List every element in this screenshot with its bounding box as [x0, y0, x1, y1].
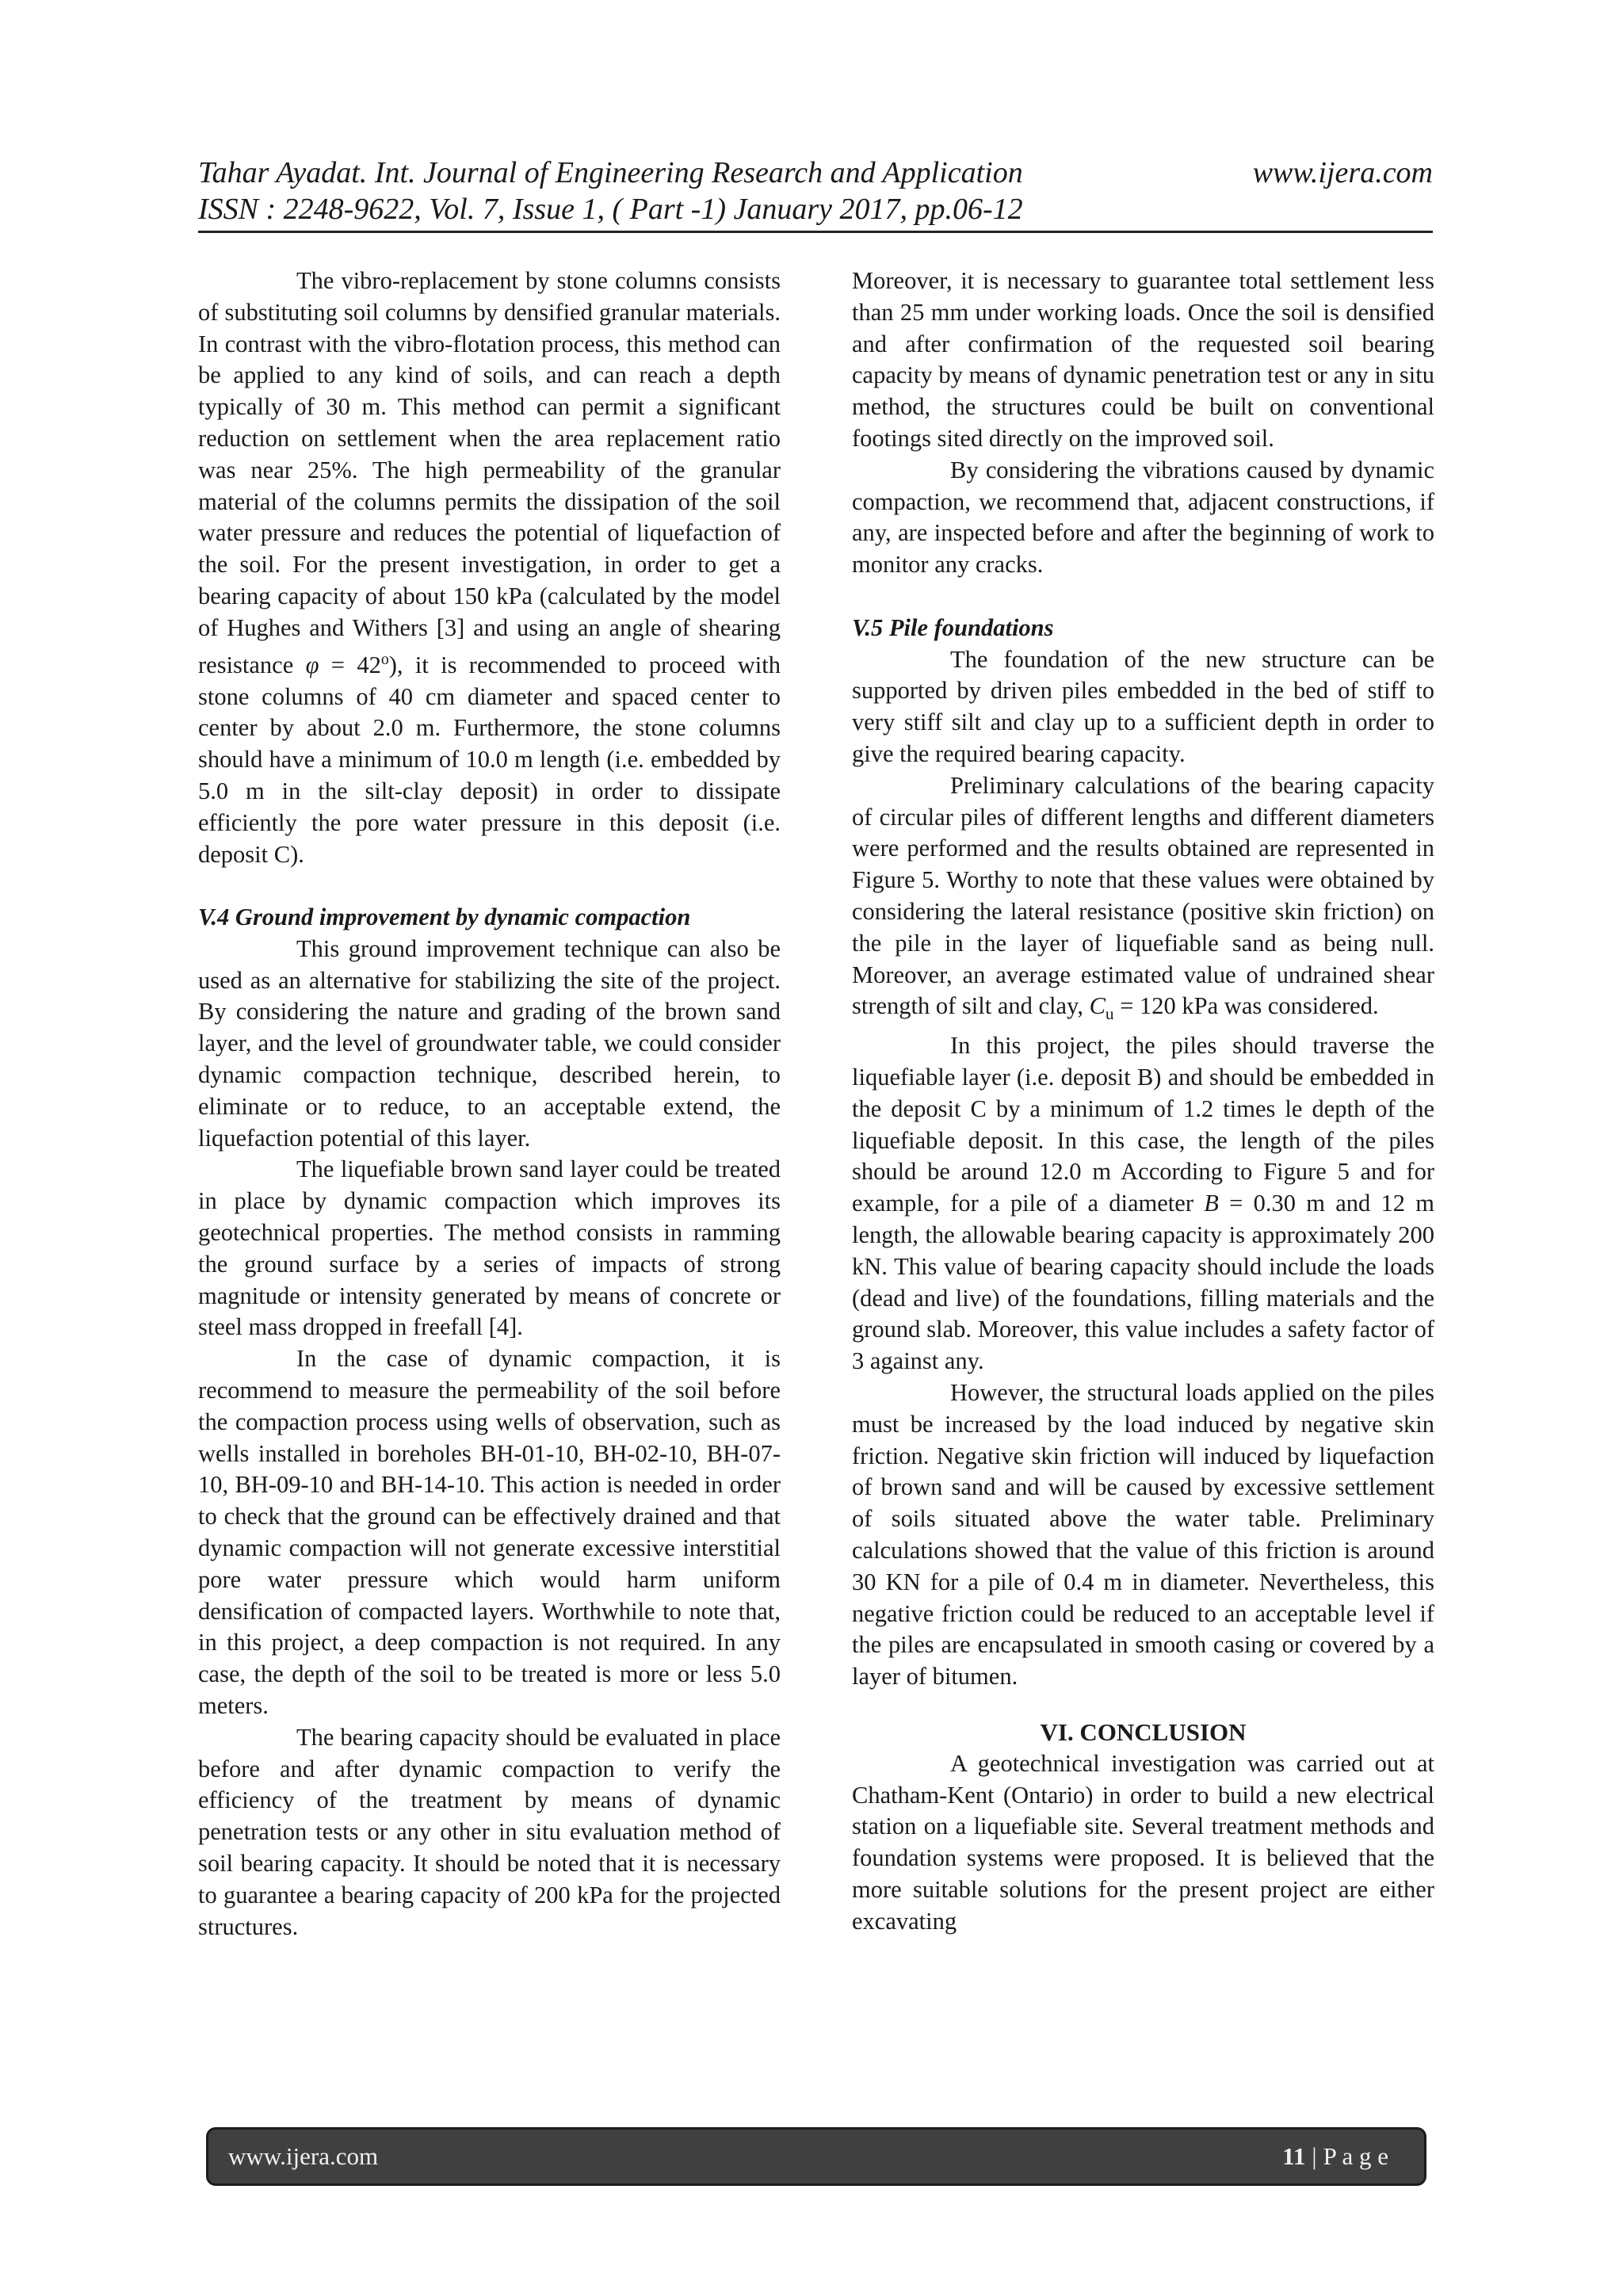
paragraph-settlement: Moreover, it is necessary to guarantee total settlement less than 25 mm under working loads. Once the soil is densified and after confirmation of the requested soil bearing capacity by means of dynamic penetration test or any in situ method, the structures could be built on conventional footings sited directly on the improved soil.: [852, 267, 1434, 452]
paragraph-brown-sand-treatment: The liquefiable brown sand layer could be treated in place by dynamic compaction which improves its geotechnical properties. The method consists in ramming the ground surface by a series of impacts of strong magnitude or intensity generated by means of concrete or steel mass dropped in freefall [4].: [198, 1156, 781, 1341]
section-heading-v4: V.4 Ground improvement by dynamic compaction: [198, 904, 691, 931]
degree-symbol: o: [380, 650, 389, 668]
running-header: [198, 155, 1433, 233]
paragraph-negative-friction: However, the structural loads applied on the piles must be increased by the load induced by negative skin friction. Negative skin friction will induced by liquefaction of brown sand and will be caused by excessive settlement of soils situated above the water table. Preliminary calculations showed that the value of this friction is around 30 KN for a pile of 0.4 m in diameter. Nevertheless, this negative friction could be reduced to an acceptable level if the piles are encapsulated in smooth casing or covered by a layer of bitumen.: [852, 1378, 1434, 1690]
paragraph-vibrations: By considering the vibrations caused by dynamic compaction, we recommend that, adjacent constructions, if any, are inspected before and after the beginning of work to monitor any cracks.: [852, 456, 1434, 579]
right-column: [852, 266, 1434, 1938]
page-footer: [206, 2127, 1426, 2186]
phi-symbol: φ: [305, 651, 319, 678]
section-heading-conclusion: VI. CONCLUSION: [1040, 1717, 1247, 1746]
paragraph-bearing-capacity: The bearing capacity should be evaluated in place before and after dynamic compaction to verify the efficiency of the treatment by means of dynamic penetration tests or any other in situ evaluation method of soil bearing capacity. It should be noted that it is necessary to guarantee a bearing capacity of 200 kPa for the projected structures.: [198, 1723, 781, 1940]
left-column: [198, 266, 781, 1943]
paragraph-permeability: In the case of dynamic compaction, it is recommend to measure the permeability of the soil before the compaction process using wells of observation, such as wells installed in boreholes BH-01-10, BH-02-10, BH-07-10, BH-09-10 and BH-14-10. This action is needed in order to check that the ground can be effectively drained and that dynamic compaction will not generate excessive interstitial pore water pressure which would harm uniform densification of compacted layers. Worthwhile to note that, in this project, a deep compaction is not required. In any case, the depth of the soil to be treated is more or less 5.0 meters.: [198, 1345, 781, 1720]
paragraph-conclusion: A geotechnical investigation was carried out at Chatham-Kent (Ontario) in order to build a new electrical station on a liquefiable site. Several treatment methods and foundation systems were proposed. It is believed that the more suitable solutions for the present project are either excavating: [852, 1749, 1434, 1935]
paragraph-preliminary-calculations: Preliminary calculations of the bearing capacity of circular piles of different lengths and different diameters were performed and the results obtained are represented in Figure 5. Worthy to note that these values were obtained by considering the lateral resistance (positive skin friction) on the pile in the layer of liquefiable sand as being null. Moreover, an average estimated value of undrained shear strength of silt and clay, $C_u = 120$ kPa was considered.: [852, 771, 1434, 1024]
header-line-1: [198, 155, 1433, 191]
b-symbol: B: [1204, 1190, 1219, 1217]
footer-website: www.ijera.com: [228, 2142, 379, 2170]
paragraph-pile-length: In this project, the piles should traverse the liquefiable layer (i.e. deposit B) and should be embedded in the deposit C by a minimum of 1.2 times le depth of the liquefiable deposit. In this case, the length of the piles should be around 12.0 m According to Figure 5 and for example, for a pile of a diameter B = 0.30 m and 12 m length, the allowable bearing capacity is approximately 200 kN. This value of bearing capacity should include the loads (dead and live) of the foundations, filling materials and the ground slab. Moreover, this value includes a safety factor of 3 against any.: [852, 1032, 1435, 1375]
journal-title: Tahar Ayadat. Int. Journal of Engineering Research and Application: [198, 156, 1023, 189]
cu-subscript: u: [1105, 1004, 1114, 1024]
paragraph-pile-foundation: The foundation of the new structure can be supported by driven piles embedded in the bed of stiff to very stiff silt and clay up to a sufficient depth in order to give the required bearing capacity.: [852, 645, 1434, 767]
page-number: 11 | P a g e: [1282, 2142, 1388, 2170]
cu-symbol: C: [1089, 992, 1106, 1020]
paragraph-dynamic-compaction-intro: This ground improvement technique can also be used as an alternative for stabilizing the site of the project. By considering the nature and grading of the brown sand layer, and the level of groundwater table, we could consider dynamic compaction technique, described herein, to eliminate or to reduce, to an acceptable extend, the liquefaction potential of this layer.: [198, 934, 781, 1152]
header-line-2: [198, 191, 1433, 227]
issue-info: ISSN : 2248-9622, Vol. 7, Issue 1, ( Part -1) January 2017, pp.06-12: [198, 193, 1023, 226]
journal-website: www.ijera.com: [1252, 156, 1433, 189]
paragraph-stone-columns: The vibro-replacement by stone columns consists of substituting soil columns by densified granular materials. In contrast with the vibro-flotation process, this method can be applied to any kind of soils, and can reach a depth typically of 30 m. This method can permit a significant reduction on settlement when the area replacement ratio was near 25%. The high permeability of the granular material of the columns permits the dissipation of the soil water pressure and reduces the potential of liquefaction of the soil. For the present investigation, in order to get a bearing capacity of about 150 kPa (calculated by the model of Hughes and Withers [3] and using an angle of shearing resistance $\varphi = 42^o$), it is recommended to proceed with stone columns of 40 cm diameter and spaced center to center by about 2.0 m. Furthermore, the stone columns should have a minimum of 10.0 m length (i.e. embedded by 5.0 m in the silt-clay deposit) in order to dissipate efficiently the pore water pressure in this deposit (i.e. deposit C).: [198, 267, 781, 868]
section-heading-v5: V.5 Pile foundations: [852, 613, 1054, 641]
